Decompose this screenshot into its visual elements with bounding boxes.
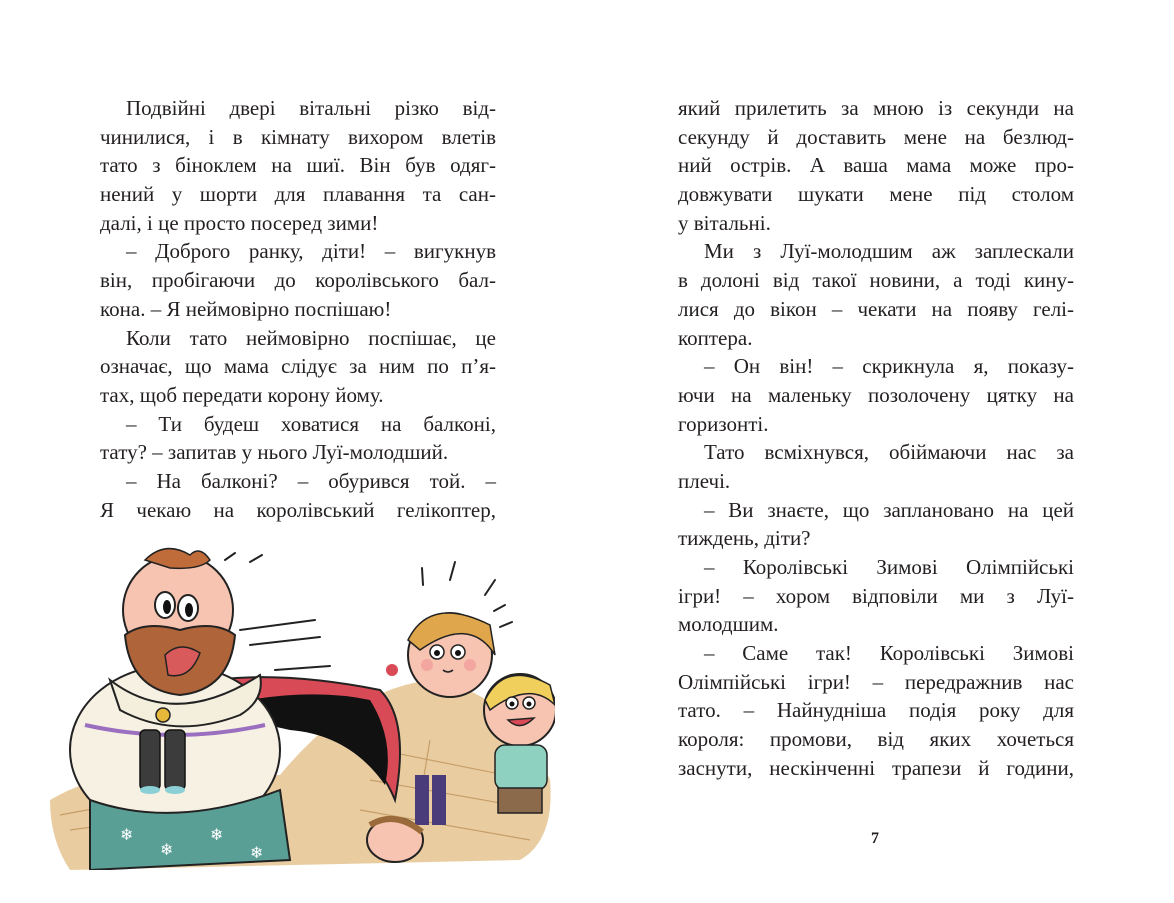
text-line: короля: промови, від яких хочеться — [678, 727, 1074, 752]
text-line: означає, що мама слідує за ним по п’я- — [100, 354, 496, 379]
text-line: який прилетить за мною із секунди на — [678, 96, 1074, 120]
text-line: тату? – запитав у нього Луї-молодший. — [100, 440, 449, 465]
left-page-text-column — [100, 94, 496, 524]
text-line: – Доброго ранку, діти! – вигукнув — [126, 239, 496, 264]
text-line: кона. – Я неймовірно поспішаю! — [100, 296, 392, 321]
page-number: 7 — [871, 830, 879, 847]
text-line: Олімпійські ігри! – передражнив нас — [678, 669, 1074, 694]
text-line: Тато всміхнувся, обіймаючи нас за — [704, 440, 1074, 465]
text-line: ний острів. А ваша мама може про- — [678, 153, 1074, 178]
text-line: ігри! – хором відповіли ми з Луї- — [678, 583, 1074, 608]
text-line: лися до вікон – чекати на появу гелі- — [678, 296, 1074, 321]
text-line: горизонті. — [678, 411, 769, 436]
text-line: молодшим. — [678, 612, 779, 637]
text-line: – Ти будеш ховатися на балконі, — [126, 411, 496, 436]
text-line: у вітальні. — [678, 210, 771, 235]
text-line: чинилися, і в кімнату вихором влетів — [100, 124, 496, 149]
text-line: – Королівські Зимові Олімпійські — [704, 555, 1074, 579]
text-line: він, пробігаючи до королівського бал- — [100, 268, 496, 293]
text-line: Ми з Луї-молодшим аж заплескали — [704, 239, 1074, 264]
text-line: тах, щоб передати корону йому. — [100, 382, 384, 407]
text-line: довжувати шукати мене під столом — [678, 182, 1074, 207]
text-line: тато з біноклем на шиї. Він був одяг- — [100, 153, 496, 178]
svg-text:❄: ❄ — [160, 840, 174, 859]
text-line: Подвійні двері вітальні різко від- — [126, 96, 496, 120]
text-line: ючи на маленьку позолочену цятку на — [678, 382, 1074, 407]
text-line: секунду й доставить мене на безлюд- — [678, 124, 1074, 149]
text-line: – Саме так! Королівські Зимові — [704, 641, 1074, 666]
king-and-children-illustration — [50, 540, 555, 870]
svg-text:❄: ❄ — [210, 825, 224, 844]
text-line: Коли тато неймовірно поспішає, це — [126, 325, 496, 350]
svg-text:❄: ❄ — [250, 843, 264, 862]
text-line: тато. – Найнудніша подія року для — [678, 698, 1074, 723]
right-page — [587, 0, 1174, 903]
svg-text:❄: ❄ — [120, 825, 134, 844]
text-line: плечі. — [678, 468, 731, 493]
text-line: Я чекаю на королівський гелікоптер, — [100, 497, 496, 522]
text-line: далі, і це просто посеред зими! — [100, 210, 379, 235]
text-line: в долоні від такої новини, а тоді кину- — [678, 268, 1074, 293]
text-line: заснути, нескінченні трапези й години, — [678, 755, 1074, 780]
right-page-text-column — [678, 94, 1074, 783]
text-line: – На балконі? – обурився той. – — [126, 468, 496, 493]
text-line: коптера. — [678, 325, 753, 350]
text-line: – Он він! – скрикнула я, показу- — [704, 354, 1074, 379]
text-line: нений у шорти для плавання та сан- — [100, 182, 496, 207]
text-line: тиждень, діти? — [678, 526, 811, 551]
text-line: – Ви знаєте, що заплановано на цей — [704, 497, 1074, 522]
